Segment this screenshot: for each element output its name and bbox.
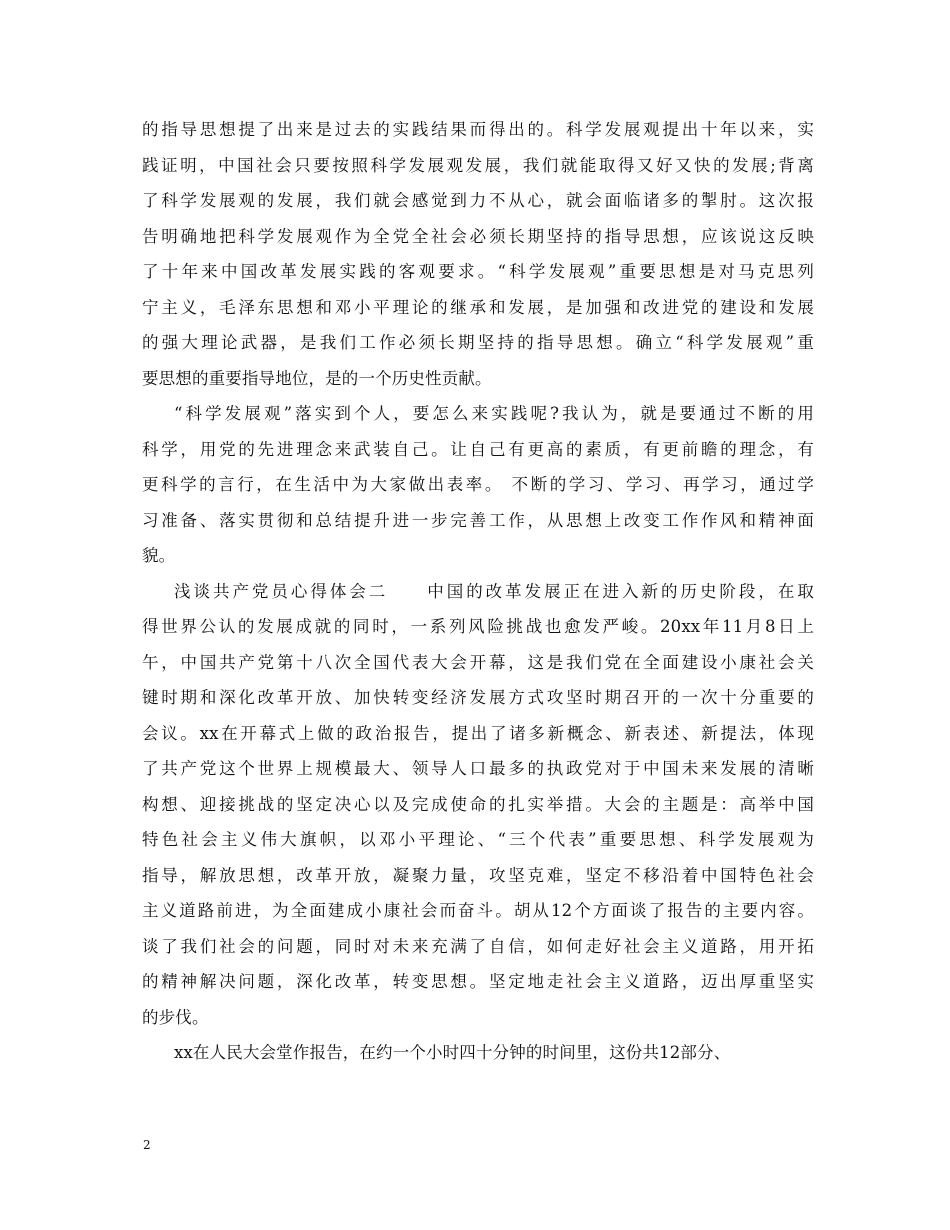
paragraph-line: 的精神解决问题，深化改革，转变思想。坚定地走社会主义道路，迈出厚重坚实: [142, 972, 814, 991]
paragraph-line: 了十年来中国改革发展实践的客观要求。“科学发展观”重要思想是对马克思列: [142, 262, 814, 281]
page-number: 2: [143, 1138, 151, 1152]
paragraph-line: 了科学发展观的发展，我们就会感觉到力不从心，就会面临诸多的掣肘。这次报: [142, 191, 814, 210]
paragraph-line: 指导，解放思想，改革开放，凝聚力量，攻坚克难，坚定不移沿着中国特色社会: [142, 865, 814, 885]
paragraph-line: 习准备、落实贯彻和总结提升进一步完善工作，从思想上改变工作作风和精神面: [142, 510, 814, 530]
paragraph-line: 构想、迎接挑战的坚定决心以及完成使命的扎实举措。大会的主题是：高举中国: [142, 794, 814, 814]
paragraph-line: 的步伐。: [142, 1007, 209, 1027]
paragraph-line: 践证明，中国社会只要按照科学发展观发展，我们就能取得又好又快的发展;背离: [142, 155, 814, 175]
paragraph-line: 会议。xx在开幕式上做的政治报告，提出了诸多新概念、新表述、新提法，体现: [142, 723, 814, 743]
paragraph-line: 的强大理论武器，是我们工作必须长期坚持的指导思想。确立“科学发展观”重: [142, 333, 814, 352]
document-body: [142, 112, 814, 1071]
paragraph-line: 键时期和深化改革开放、加快转变经济发展方式攻坚时期召开的一次十分重要的: [142, 688, 814, 707]
paragraph-line: 宁主义，毛泽东思想和邓小平理论的继承和发展，是加强和改进党的建设和发展: [142, 297, 814, 317]
paragraph-line: 谈了我们社会的问题，同时对未来充满了自信，如何走好社会主义道路，用开拓: [142, 936, 814, 956]
paragraph-line: 更科学的言行，在生活中为大家做出表率。 不断的学习、学习、再学习，通过学: [142, 475, 814, 494]
paragraph-line: 告明确地把科学发展观作为全党全社会必须长期坚持的指导思想，应该说这反映: [142, 226, 814, 246]
paragraph-line: 貌。: [142, 546, 176, 565]
paragraph-line: 特色社会主义伟大旗帜，以邓小平理论、“三个代表”重要思想、科学发展观为: [142, 830, 814, 849]
paragraph-line: 浅谈共产党员心得体会二 中国的改革发展正在进入新的历史阶段，在取: [174, 581, 814, 601]
paragraph-line: 了共产党这个世界上规模最大、领导人口最多的执政党对于中国未来发展的清晰: [142, 759, 814, 778]
paragraph-line: 午，中国共产党第十八次全国代表大会开幕，这是我们党在全面建设小康社会关: [142, 652, 814, 672]
paragraph-line: 科学，用党的先进理念来武装自己。让自己有更高的素质，有更前瞻的理念，有: [142, 439, 814, 459]
paragraph-line: 的指导思想提了出来是过去的实践结果而得出的。科学发展观提出十年以来，实: [142, 120, 814, 139]
paragraph-line: 得世界公认的发展成就的同时，一系列风险挑战也愈发严峻。20xx年11月8日上: [142, 617, 814, 636]
paragraph-line: “科学发展观”落实到个人，要怎么来实践呢?我认为，就是要通过不断的用: [174, 404, 814, 423]
paragraph-line: 要思想的重要指导地位，是的一个历史性贡献。: [142, 368, 492, 388]
paragraph-line: 主义道路前进，为全面建成小康社会而奋斗。胡从12个方面谈了报告的主要内容。: [142, 901, 814, 920]
paragraph-line: xx在人民大会堂作报告，在约一个小时四十分钟的时间里，这份共12部分、: [174, 1043, 731, 1062]
